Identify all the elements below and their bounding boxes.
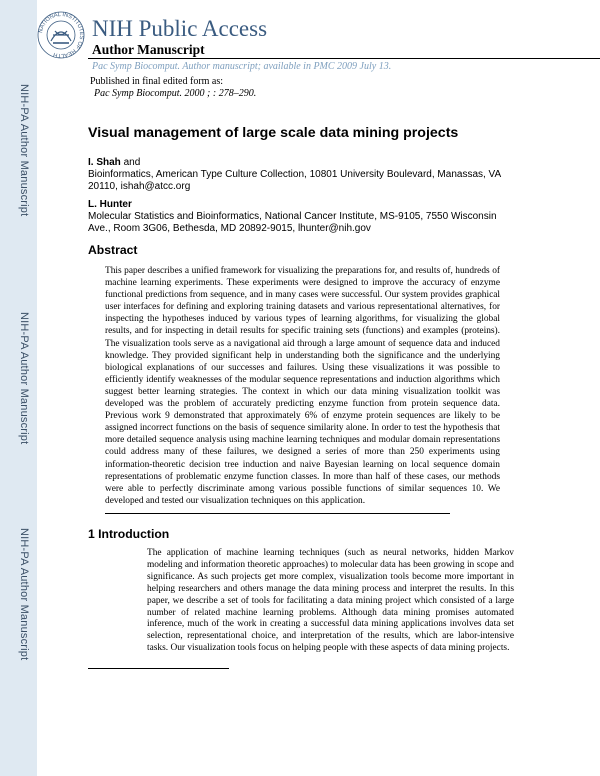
nih-seal-logo <box>37 5 85 65</box>
author-manuscript-label: Author Manuscript <box>92 42 205 57</box>
author-2-name: L. Hunter <box>88 199 132 210</box>
author-2 <box>88 199 132 211</box>
seal-ring-text: NATIONAL INSTITUTES OF HEALTH <box>38 11 85 59</box>
author-1 <box>88 157 140 169</box>
published-label: Published in final edited form as: <box>90 76 224 87</box>
author-1-suffix: and <box>120 157 141 168</box>
nih-sidebar <box>0 0 37 776</box>
author-1-affiliation: Bioinformatics, American Type Culture Collection, 10801 University Boulevard, Manassas, VA 20110, ishah@atcc.org <box>88 169 501 193</box>
introduction-heading: 1 Introduction <box>88 527 170 541</box>
introduction-text: The application of machine learning techniques (such as neural networks, hidden Markov modeling and information theoretic approaches) to molecular data has been growing in scope and significance. As such projects get more complex, visualization tools become more important in helping researchers and others manage the data mining process and interpret the results. In this paper, we describe a set of tools for facilitating a data mining project which consisted of a large number of related machine learning problems. Although data mining promises automated inference, much of the work in creating a successful data mining applications involves data set selection, representational choice, and interpretation of the results, which are labor-intensive tasks. Our visualization tools focus on helping people with these aspects of data mining projects. <box>147 548 514 654</box>
header-rule <box>88 58 600 59</box>
sidebar-label-middle: NIH-PA Author Manuscript <box>18 312 30 445</box>
abstract-separator <box>105 513 450 514</box>
journal-availability-line <box>92 60 391 73</box>
author-1-name: I. Shah <box>88 157 121 168</box>
sidebar-label-top: NIH-PA Author Manuscript <box>18 84 30 217</box>
paper-title: Visual management of large scale data mining projects <box>88 125 459 141</box>
abstract-text: This paper describes a unified framework for visualizing the preparations for, and results of, hundreds of machine learning experiments. These experiments were designed to improve the accuracy of enzyme functional predictions from sequence, and in many cases were successful. Our system provides graphical user interfaces for defining and exploring training datasets and various representational alternatives, for inspecting the hypotheses induced by various types of learning algorithms, for visualizing the global results, and for inspecting in detail results for specific training sets (functions) and examples (proteins). The visualization tools serve as a navigational aid through a large amount of sequence data and induced knowledge. They provided significant help in understanding both the significance and the underlying biological explanations of our successes and failures. Using these visualizations it was possible to efficiently identify weaknesses of the modular sequence representations and induction algorithms which suggest better learning strategies. The context in which our data mining visualization toolkit was developed was the problem of accurately predicting enzyme function from protein sequence data. Previous work 9 demonstrated that approximately 6% of enzyme protein sequences are likely to be assigned incorrect functions on the basis of sequence similarity alone. In order to test the hypothesis that more detailed sequence analysis using machine learning techniques and modular domain representations could address many of these failures, we designed a series of more than 250 experiments using information-theoretic decision tree induction and naive Bayesian learning on local sequence domain representations of problematic enzyme function classes. In more than half of these cases, our methods were able to perfectly discriminate among various possible functions of similar sequences 10. We developed and tested our visualization techniques on this application. <box>105 266 500 506</box>
citation-line <box>94 88 256 100</box>
nih-public-access-title: NIH Public Access <box>92 16 268 41</box>
journal-line-text: Pac Symp Biocomput. Author manuscript; available in PMC 2009 July 13. <box>92 61 392 72</box>
sidebar-label-bottom: NIH-PA Author Manuscript <box>18 528 30 661</box>
footnote-rule <box>88 668 229 669</box>
abstract-heading: Abstract <box>88 243 138 257</box>
author-2-affiliation: Molecular Statistics and Bioinformatics, National Cancer Institute, MS-9105, 7550 Wisconsin Ave., Room 3G06, Bethesda, MD 20892-9015, lhunter@nih.gov <box>88 211 497 235</box>
citation-text: Pac Symp Biocomput. 2000 ; : 278–290. <box>94 88 257 99</box>
